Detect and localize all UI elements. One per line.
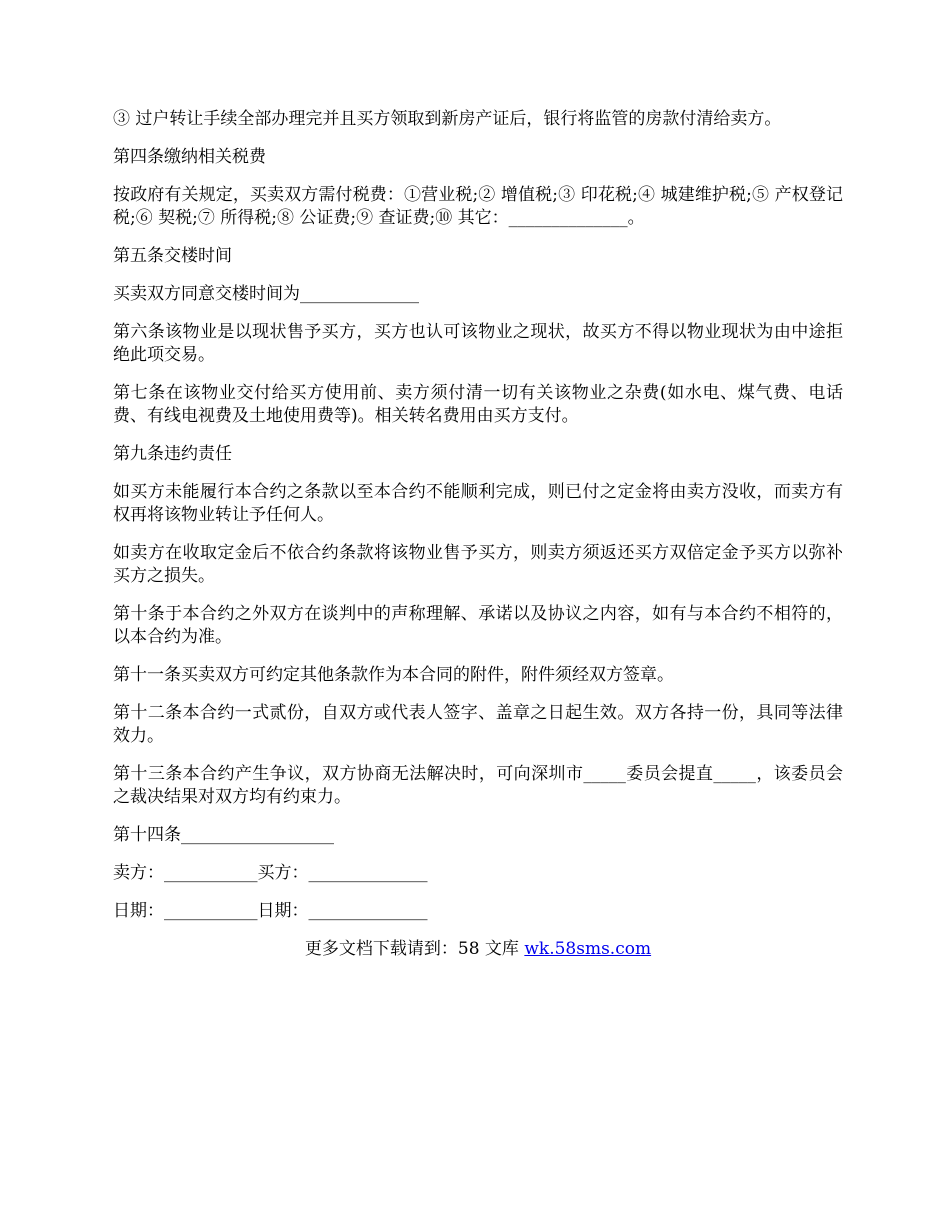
heading-article-5-handover: 第五条交楼时间 [113,246,232,266]
paragraph-handover-time: 买卖双方同意交楼时间为______________ [113,284,419,304]
paragraph-article-13: 第十三条本合约产生争议，双方协商无法解决时，可向深圳市_____委员会提直_____，该委员会之裁决结果对双方均有约束力。 [113,764,843,807]
footer-link[interactable]: wk.58sms.com [524,939,652,959]
heading-article-4-taxes: 第四条缴纳相关税费 [113,147,266,167]
paragraph-taxes: 按政府有关规定，买卖双方需付税费：①营业税;② 增值税;③ 印花税;④ 城建维护税;⑤ 产权登记税;⑥ 契税;⑦ 所得税;⑧ 公证费;⑨ 查证费;⑩ 其它：______________。 [113,185,843,228]
paragraph-buyer-breach: 如买方未能履行本合约之条款以至本合约不能顺利完成，则已付之定金将由卖方没收，而卖方有权再将该物业转让予任何人。 [113,482,843,525]
paragraph-seller-breach: 如卖方在收取定金后不依合约条款将该物业售予买方，则卖方须返还买方双倍定金予买方以弥补买方之损失。 [113,543,843,586]
paragraph-article-7: 第七条在该物业交付给买方使用前、卖方须付清一切有关该物业之杂费(如水电、煤气费、电话费、有线电视费及土地使用费等)。相关转名费用由买方支付。 [113,383,843,426]
paragraph-payment-clause-3: ③ 过户转让手续全部办理完并且买方领取到新房产证后，银行将监管的房款付清给卖方。 [113,109,782,129]
document-page [113,108,843,961]
paragraph-article-6: 第六条该物业是以现状售予买方，买方也认可该物业之现状，故买方不得以物业现状为由中途拒绝此项交易。 [113,322,843,365]
footer-download-note [113,938,843,961]
paragraph-article-11: 第十一条买卖双方可约定其他条款作为本合同的附件，附件须经双方签章。 [113,665,674,685]
paragraph-article-14: 第十四条__________________ [113,825,334,845]
paragraph-article-10: 第十条于本合约之外双方在谈判中的声称理解、承诺以及协议之内容，如有与本合约不相符的，以本合约为准。 [113,604,843,647]
date-line: 日期：___________日期：______________ [113,901,428,921]
heading-article-9-breach: 第九条违约责任 [113,444,232,464]
footer-prefix: 更多文档下载请到：58 文库 [304,939,525,959]
signature-line: 卖方：___________买方：______________ [113,863,428,883]
paragraph-article-12: 第十二条本合约一式贰份，自双方或代表人签字、盖章之日起生效。双方各持一份，具同等法律效力。 [113,703,843,746]
